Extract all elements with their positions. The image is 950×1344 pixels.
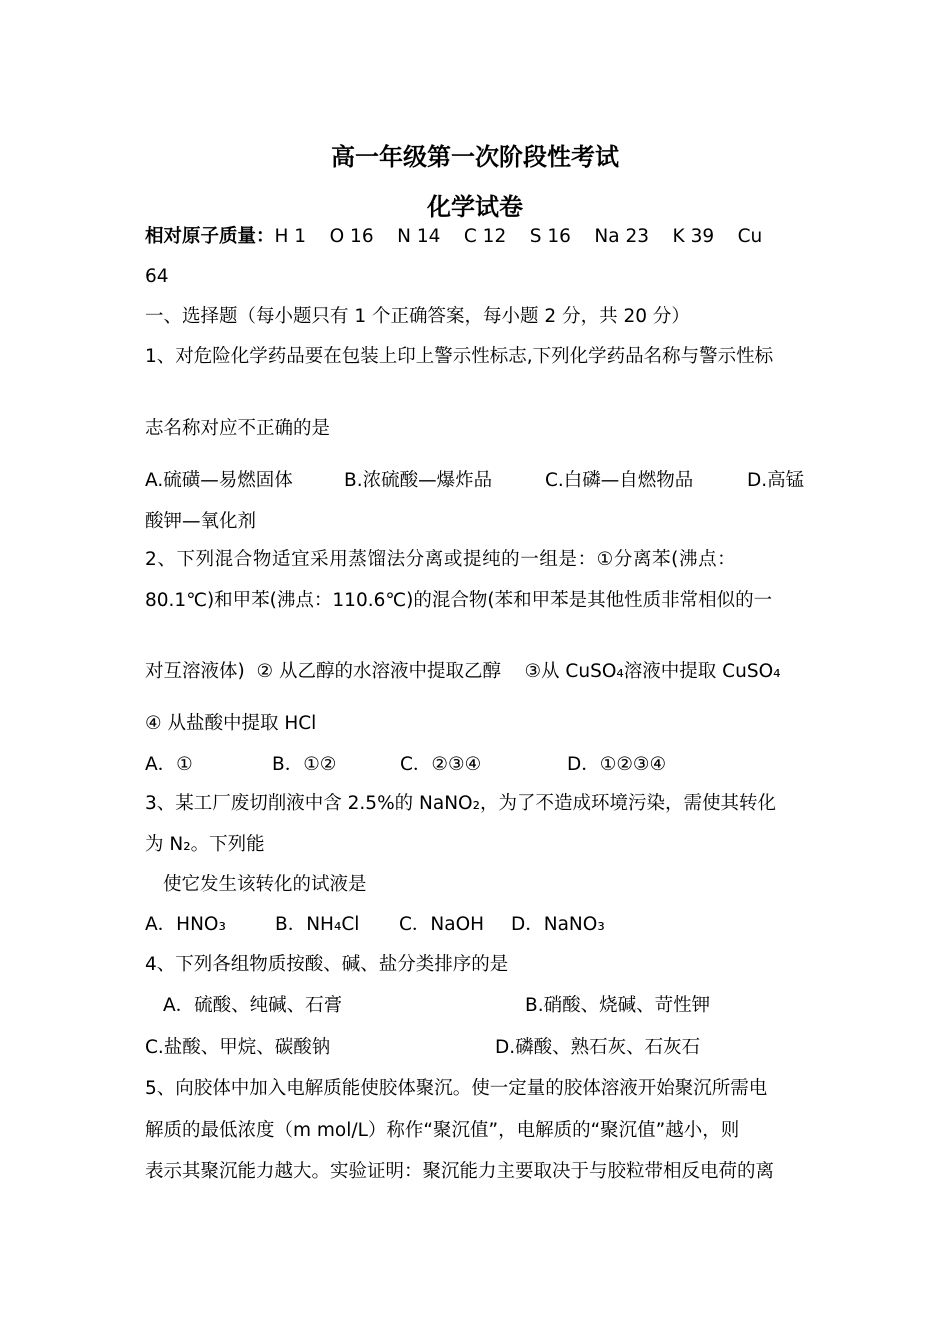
- q1-line2: 志名称对应不正确的是: [145, 418, 331, 439]
- q3-option-d: D．NaNO₃: [511, 914, 605, 935]
- q2-line1: 2、下列混合物适宜采用蒸馏法分离或提纯的一组是：①分离苯(沸点：: [145, 549, 737, 570]
- atomic-mass-label: 相对原子质量：: [145, 226, 275, 247]
- q5-line2: 解质的最低浓度（m mol/L）称作“聚沉值”，电解质的“聚沉值”越小，则: [145, 1120, 740, 1141]
- q3-option-c: C．NaOH: [399, 914, 485, 935]
- q4-option-c: C.盐酸、甲烷、碳酸钠: [145, 1037, 331, 1058]
- q2-line2: 80.1℃)和甲苯(沸点：110.6℃)的混合物(苯和甲苯是其他性质非常相似的一: [145, 590, 773, 611]
- q2-option-c: C．②③④: [400, 754, 482, 775]
- exam-subtitle: 化学试卷: [427, 193, 523, 221]
- q1-option-b: B.浓硫酸—爆炸品: [344, 470, 493, 491]
- q4-option-b: B.硝酸、烧碱、苛性钾: [525, 995, 711, 1016]
- atomic-mass-continued: 64: [145, 266, 169, 287]
- q2-line3: 对互溶液体) ② 从乙醇的水溶液中提取乙醇 ③从 CuSO₄溶液中提取 CuSO₄: [145, 661, 781, 682]
- q3-line2: 为 N₂。下列能: [145, 834, 265, 855]
- q1-option-d: D.高锰: [747, 470, 805, 491]
- q1-option-d-cont: 酸钾—氧化剂: [145, 511, 257, 532]
- atomic-mass-values: H 1 O 16 N 14 C 12 S 16 Na 23 K 39 Cu: [274, 226, 763, 247]
- q2-option-a: A．①: [145, 754, 193, 775]
- q5-line3: 表示其聚沉能力越大。实验证明：聚沉能力主要取决于与胶粒带相反电荷的离: [145, 1161, 775, 1182]
- q4-line1: 4、下列各组物质按酸、碱、盐分类排序的是: [145, 954, 509, 975]
- atomic-mass-line: [145, 228, 762, 247]
- q2-line4: ④ 从盐酸中提取 HCl: [145, 713, 317, 734]
- q3-option-b: B．NH₄Cl: [275, 914, 360, 935]
- q3-line1: 3、某工厂废切削液中含 2.5%的 NaNO₂，为了不造成环境污染，需使其转化: [145, 793, 777, 814]
- q1-option-a: A.硫磺—易燃固体: [145, 470, 293, 491]
- q3-option-a: A．HNO₃: [145, 914, 226, 935]
- q4-option-d: D.磷酸、熟石灰、石灰石: [495, 1037, 701, 1058]
- section-one-heading: 一、选择题（每小题只有 1 个正确答案，每小题 2 分，共 20 分）: [145, 306, 690, 327]
- q3-line3: 使它发生该转化的试液是: [163, 874, 367, 895]
- q2-option-d: D．①②③④: [567, 754, 667, 775]
- exam-title: 高一年级第一次阶段性考试: [331, 143, 619, 171]
- q1-option-c: C.白磷—自燃物品: [545, 470, 694, 491]
- q1-line1: 1、对危险化学药品要在包装上印上警示性标志,下列化学药品名称与警示性标: [145, 346, 774, 367]
- q5-line1: 5、向胶体中加入电解质能使胶体聚沉。使一定量的胶体溶液开始聚沉所需电: [145, 1078, 768, 1099]
- q2-option-b: B．①②: [272, 754, 337, 775]
- q4-option-a: A．硫酸、纯碱、石膏: [163, 995, 343, 1016]
